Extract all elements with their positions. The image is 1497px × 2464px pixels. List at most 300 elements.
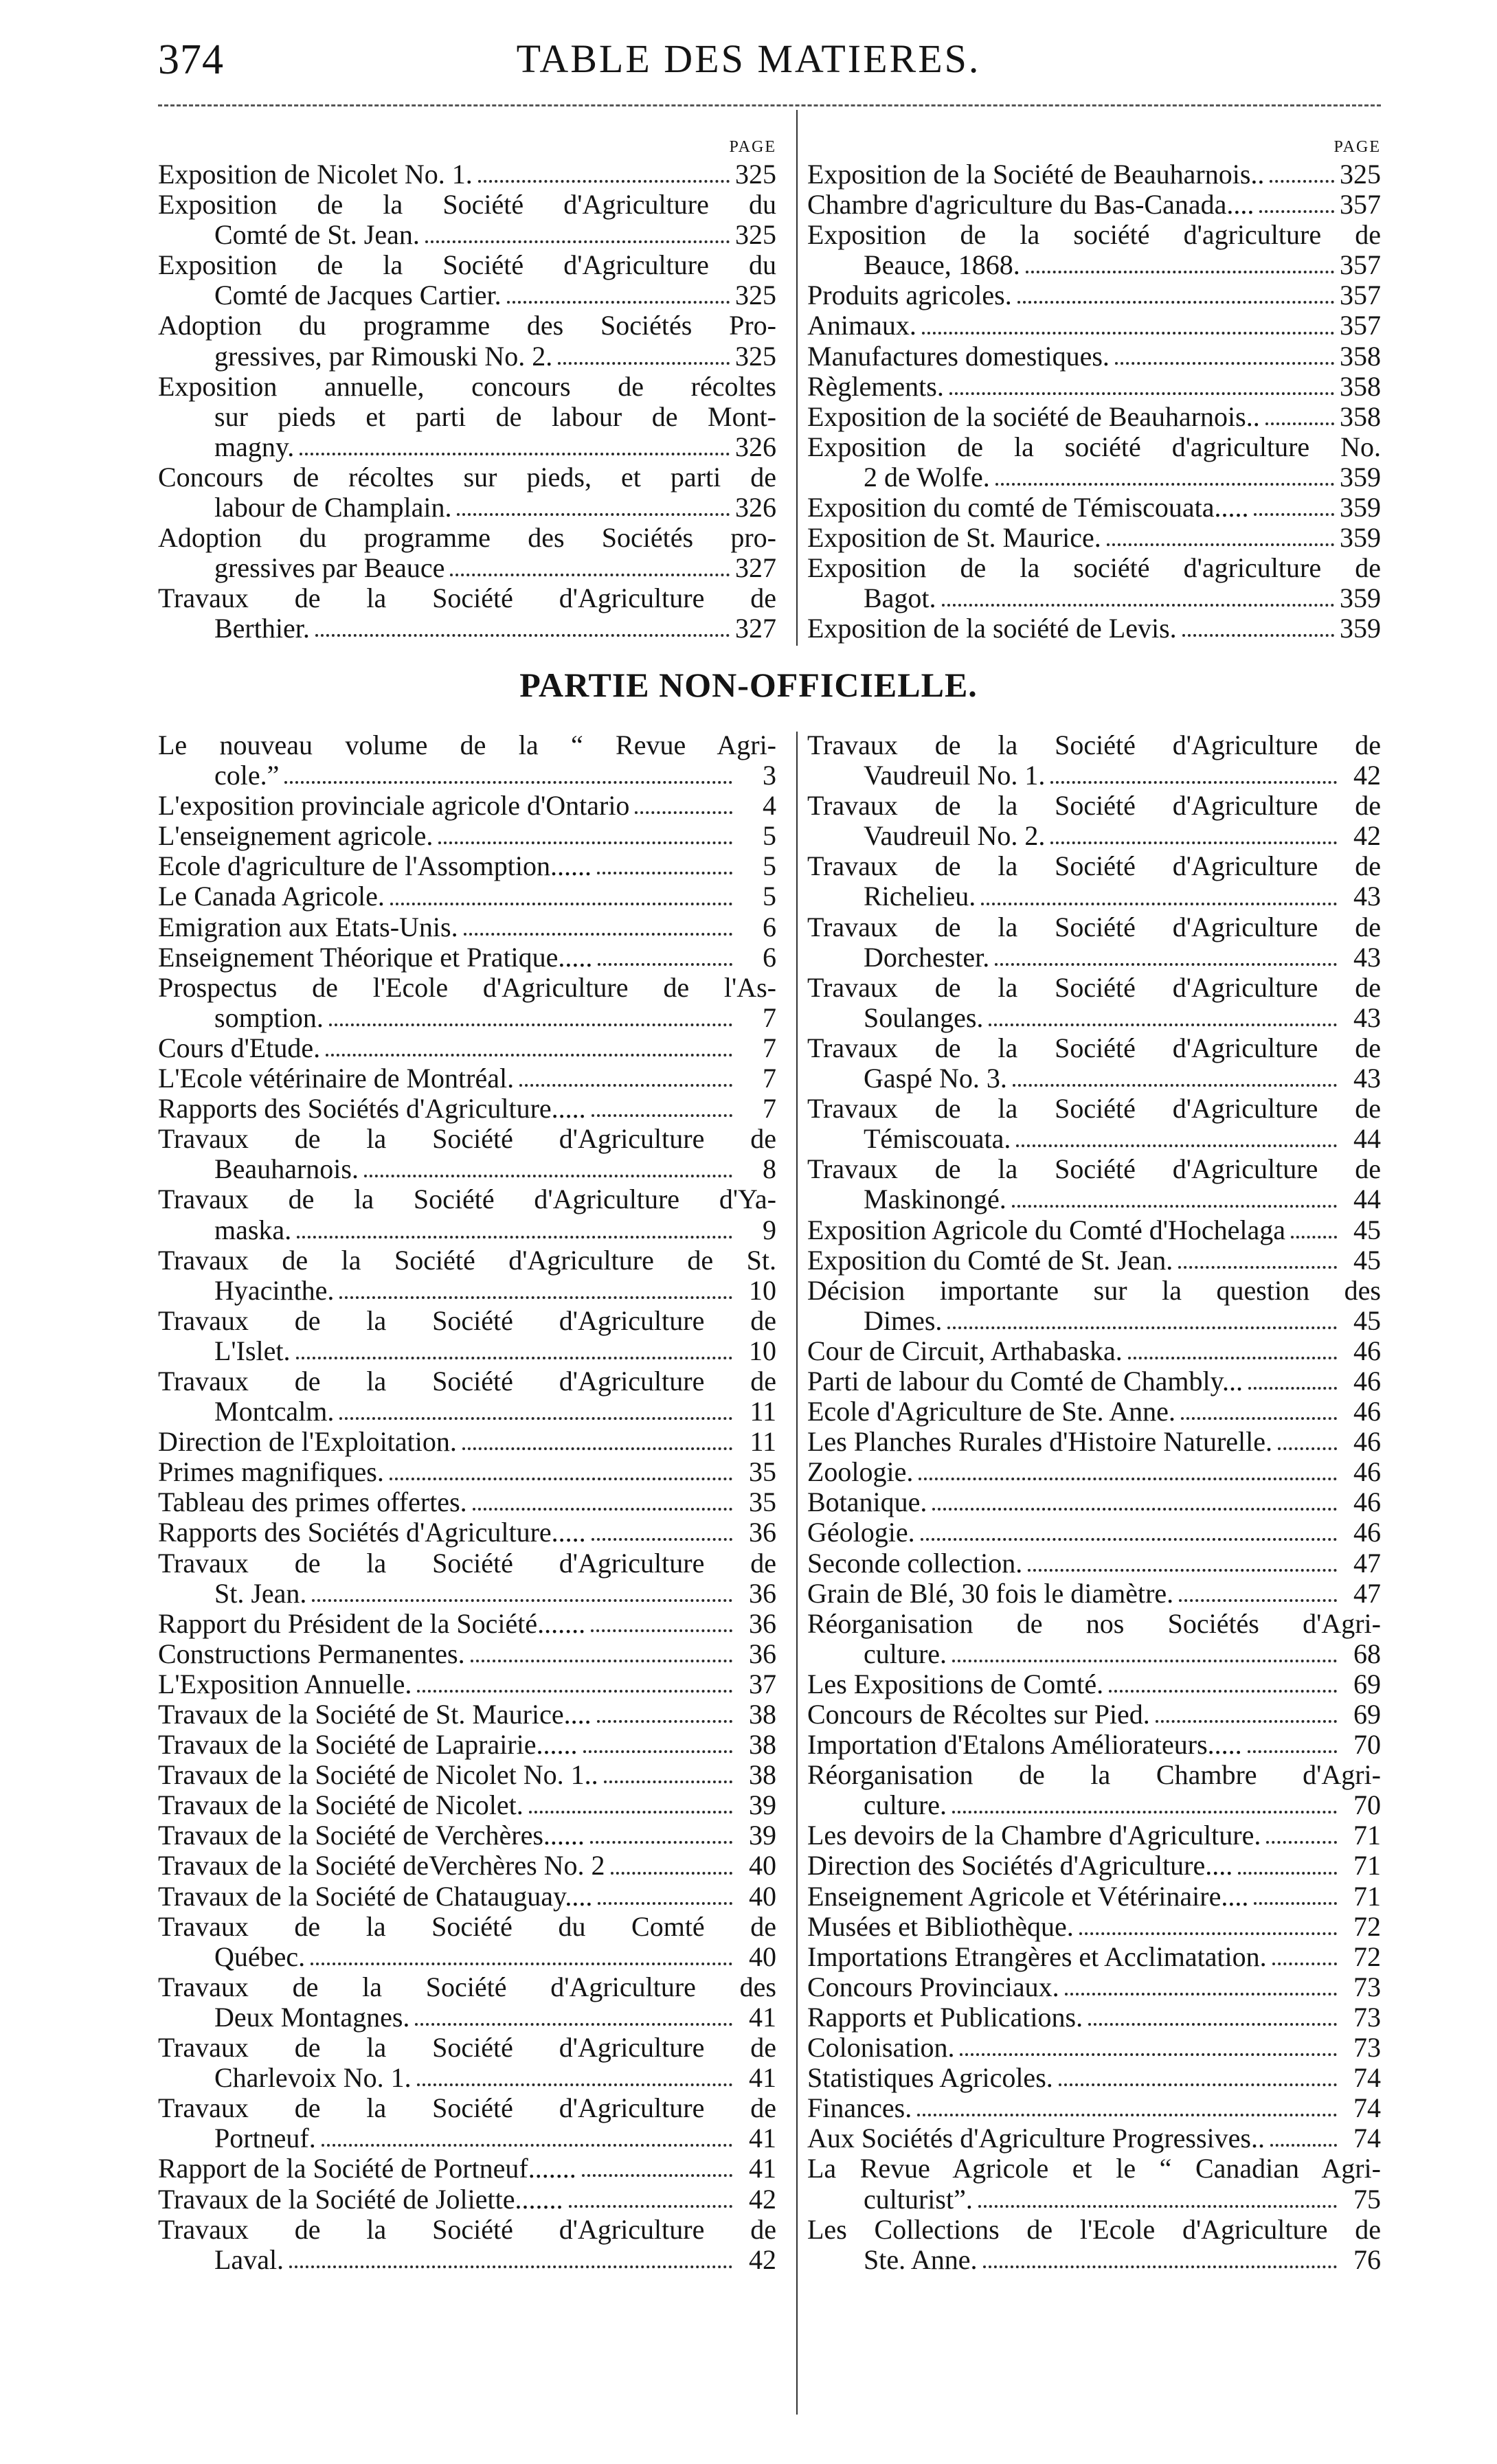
toc-entry-page: 46 — [1353, 1426, 1381, 1458]
toc-entry-line — [158, 1366, 776, 1397]
toc-entry-title: Travaux de la Société de Nicolet. — [158, 1790, 524, 1821]
toc-entry-last-line — [158, 821, 776, 851]
toc-entry-title: Travaux de la Société d'Agriculture de — [158, 1123, 776, 1155]
toc-entry-page: 5 — [763, 881, 776, 912]
toc-entry-last-line — [807, 2093, 1381, 2123]
dot-leader — [569, 2205, 733, 2208]
toc-entry — [807, 1942, 1381, 1972]
toc-entry-page: 69 — [1353, 1699, 1381, 1730]
dot-leader — [981, 903, 1337, 905]
dot-leader — [1238, 1872, 1337, 1875]
toc-entry-page: 358 — [1340, 370, 1381, 402]
toc-entry-last-line — [158, 2184, 776, 2215]
toc-entry-title: Travaux de la Société de Joliette....... — [158, 2184, 563, 2215]
toc-entry — [807, 280, 1381, 310]
toc-entry-page: 35 — [749, 1456, 776, 1488]
toc-entry-line — [158, 1548, 776, 1579]
dot-leader — [1182, 634, 1334, 637]
toc-entry-last-line — [158, 159, 776, 190]
toc-entry-title: Animaux. — [807, 310, 916, 341]
toc-entry-last-line — [158, 613, 776, 644]
toc-entry — [158, 1760, 776, 1790]
toc-entry — [807, 791, 1381, 851]
toc-entry-title: Prospectus de l'Ecole d'Agriculture de l'As- — [158, 971, 776, 1003]
toc-entry-page: 357 — [1340, 189, 1381, 221]
toc-entry-page: 37 — [749, 1668, 776, 1699]
toc-entry-title: gressives, par Rimouski No. 2. — [214, 341, 553, 372]
toc-entry-line — [158, 372, 776, 402]
toc-entry-page: 327 — [735, 552, 776, 584]
toc-entry-page: 359 — [1340, 492, 1381, 523]
toc-entry-title: Travaux de la Société d'Agriculture de — [158, 2213, 776, 2245]
toc-entry — [158, 523, 776, 583]
toc-entry-title: Le Canada Agricole. — [158, 881, 385, 912]
toc-entry-last-line — [807, 1699, 1381, 1730]
toc-entry-title: Travaux de la Société de Chatauguay.... — [158, 1881, 593, 1912]
toc-entry-page: 7 — [763, 1032, 776, 1063]
toc-entry-title: Travaux de la Société d'Agriculture des — [158, 1971, 776, 2002]
toc-entry-last-line — [807, 821, 1381, 851]
toc-entry — [807, 2154, 1381, 2214]
toc-entry-last-line — [807, 2063, 1381, 2093]
toc-entry — [158, 1912, 776, 1972]
toc-entry-last-line — [807, 310, 1381, 341]
dot-leader — [289, 2265, 732, 2268]
toc-entry-last-line — [158, 851, 776, 881]
toc-entry-page: 70 — [1353, 1789, 1381, 1821]
toc-entry-title: Exposition de la société d'agriculture de — [807, 219, 1381, 251]
toc-entry-title: Cours d'Etude. — [158, 1032, 321, 1063]
toc-entry-page: 38 — [749, 1759, 776, 1791]
toc-entry-line — [158, 1184, 776, 1214]
toc-entry-title: gressives par Beauce — [214, 553, 445, 584]
toc-entry-page: 45 — [1353, 1304, 1381, 1336]
toc-entry — [158, 1094, 776, 1124]
dot-leader — [315, 634, 730, 637]
toc-entry-title: Travaux de la Société deVerchères No. 2 — [158, 1851, 605, 1881]
toc-entry-page: 6 — [763, 911, 776, 942]
toc-entry-page: 3 — [763, 760, 776, 791]
toc-entry-last-line — [158, 1639, 776, 1669]
toc-entry-title: L'enseignement agricole. — [158, 821, 434, 852]
toc-entry — [807, 1517, 1381, 1548]
toc-entry-title: Enseignement Théorique et Pratique..... — [158, 942, 593, 973]
toc-list — [158, 159, 776, 644]
toc-entry-line — [158, 1124, 776, 1154]
toc-entry-last-line — [807, 1942, 1381, 1972]
toc-entry-last-line — [807, 1851, 1381, 1881]
toc-entry-title: Travaux de la Société d'Agriculture de — [807, 1153, 1381, 1185]
toc-entry-line — [807, 730, 1381, 760]
toc-entry — [158, 583, 776, 644]
toc-entry-line — [807, 851, 1381, 881]
toc-entry-title: Exposition de la Société d'Agriculture du — [158, 189, 776, 221]
toc-entry-title: Rapports des Sociétés d'Agriculture..... — [158, 1094, 586, 1124]
dot-leader — [1016, 1144, 1337, 1147]
toc-entry — [158, 462, 776, 523]
toc-entry-page: 7 — [763, 1093, 776, 1124]
toc-entry-page: 69 — [1353, 1668, 1381, 1699]
toc-entry-title: Réorganisation de la Chambre d'Agri- — [807, 1759, 1381, 1791]
toc-entry-last-line — [807, 1397, 1381, 1427]
dot-leader — [592, 1538, 732, 1541]
toc-top-left-column — [158, 129, 776, 644]
toc-entry-page: 42 — [1353, 760, 1381, 791]
toc-entry-page: 44 — [1353, 1123, 1381, 1155]
toc-entry-title: Exposition de St. Maurice. — [807, 523, 1101, 554]
toc-entry-last-line — [807, 1306, 1381, 1336]
toc-entry-last-line — [158, 1609, 776, 1639]
dot-leader — [597, 872, 732, 874]
toc-entry-title: Les Collections de l'Ecole d'Agriculture de — [807, 2213, 1381, 2245]
toc-entry — [807, 2093, 1381, 2123]
toc-entry-line — [158, 2093, 776, 2123]
toc-entry — [807, 341, 1381, 372]
toc-entry-title: maska. — [214, 1214, 292, 1245]
toc-entry-title: Rapport de la Société de Portneuf....... — [158, 2154, 576, 2184]
toc-entry-title: Deux Montagnes. — [214, 2002, 410, 2033]
dot-leader — [592, 1114, 732, 1117]
dot-leader — [1181, 1417, 1337, 1420]
toc-entry-title: Primes magnifiques. — [158, 1457, 384, 1488]
toc-entry-title: Produits agricoles. — [807, 280, 1012, 311]
toc-entry-title: Travaux de la Société d'Agriculture de — [807, 911, 1381, 942]
toc-entry-page: 11 — [750, 1426, 776, 1458]
dot-leader — [438, 841, 732, 844]
toc-entry-title: Exposition de la Société d'Agriculture du — [158, 249, 776, 281]
toc-entry-title: Concours de Récoltes sur Pied. — [807, 1699, 1150, 1730]
toc-entry — [158, 1820, 776, 1851]
dot-leader — [591, 1629, 732, 1632]
toc-entry-page: 36 — [749, 1517, 776, 1548]
toc-entry-title: Statistiques Agricoles. — [807, 2063, 1053, 2094]
toc-entry-last-line — [807, 1881, 1381, 1912]
toc-entry-last-line — [158, 2123, 776, 2154]
toc-entry-page: 358 — [1340, 340, 1381, 372]
toc-entry-last-line — [807, 2245, 1381, 2275]
toc-entry-line — [158, 2215, 776, 2245]
toc-entry — [807, 1457, 1381, 1487]
toc-entry-title: Musées et Bibliothèque. — [807, 1911, 1074, 1942]
dot-leader — [995, 963, 1337, 966]
dot-leader — [464, 933, 732, 936]
toc-entry-last-line — [807, 1548, 1381, 1579]
toc-entry — [807, 159, 1381, 190]
toc-entry-last-line — [807, 1124, 1381, 1154]
toc-entry-title: Ecole d'Agriculture de Ste. Anne. — [807, 1397, 1175, 1427]
toc-entry — [807, 493, 1381, 523]
toc-entry-page: 358 — [1340, 400, 1381, 432]
toc-entry-page: 75 — [1353, 2183, 1381, 2215]
toc-entry-title: Travaux de la Société d'Agriculture de — [807, 1093, 1381, 1124]
page-column-label: PAGE — [1333, 138, 1381, 156]
toc-entry — [158, 1972, 776, 2033]
toc-entry-title: Exposition de la société de Beauharnois.. — [807, 401, 1260, 432]
toc-entry — [158, 372, 776, 462]
toc-entry-last-line — [807, 523, 1381, 553]
toc-entry-title: Travaux de la Société d'Agriculture de — [807, 730, 1381, 760]
toc-entry-title: Travaux de la Société d'Agriculture de — [807, 850, 1381, 882]
toc-entry-page: 71 — [1353, 1880, 1381, 1912]
toc-entry-last-line — [807, 942, 1381, 973]
toc-entry — [807, 973, 1381, 1033]
toc-entry-page: 45 — [1353, 1244, 1381, 1276]
toc-entry-last-line — [807, 1215, 1381, 1245]
dot-leader — [932, 1508, 1337, 1511]
dot-leader — [995, 483, 1334, 486]
toc-entry-title: Comté de St. Jean. — [214, 220, 420, 251]
dot-leader — [978, 2205, 1337, 2208]
toc-entry — [807, 402, 1381, 432]
toc-entry — [807, 1033, 1381, 1094]
toc-entry-title: Les Planches Rurales d'Histoire Naturelle. — [807, 1427, 1273, 1458]
toc-entry — [807, 1397, 1381, 1427]
dot-leader — [415, 2023, 732, 2026]
toc-entry-last-line — [807, 1063, 1381, 1094]
toc-entry-last-line — [807, 250, 1381, 280]
toc-entry-title: Travaux de la Société d'Agriculture de — [158, 1304, 776, 1336]
toc-entry-last-line — [807, 760, 1381, 791]
toc-entry-last-line — [158, 1094, 776, 1124]
toc-bottom-left-column — [158, 730, 776, 2275]
toc-entry — [158, 159, 776, 190]
toc-entry-page: 71 — [1353, 1820, 1381, 1851]
toc-entry-page: 359 — [1340, 583, 1381, 614]
dot-leader — [917, 2114, 1337, 2116]
toc-entry-page: 327 — [735, 613, 776, 644]
toc-entry-title: culture. — [864, 1638, 947, 1669]
toc-entry-title: Travaux de la Société d'Agriculture de — [158, 2032, 776, 2064]
toc-entry-line — [158, 402, 776, 432]
toc-entry-last-line — [807, 2123, 1381, 2154]
toc-entry-last-line — [158, 1730, 776, 1760]
toc-entry — [807, 372, 1381, 402]
toc-entry-page: 6 — [763, 941, 776, 973]
dot-leader — [983, 2265, 1337, 2268]
toc-entry — [807, 1215, 1381, 1245]
toc-entry — [807, 190, 1381, 220]
toc-entry-title: Portneuf. — [214, 2123, 316, 2154]
toc-entry-title: Exposition de la Société de Beauharnois.. — [807, 159, 1265, 190]
toc-entry — [807, 1851, 1381, 1881]
toc-entry — [807, 1760, 1381, 1820]
toc-entry-title: Grain de Blé, 30 fois le diamètre. — [807, 1578, 1174, 1609]
dot-leader — [507, 301, 730, 304]
toc-entry-title: Aux Sociétés d'Agriculture Progressives.. — [807, 2123, 1265, 2154]
dot-leader — [635, 811, 732, 814]
toc-entry-title: Soulanges. — [864, 1002, 984, 1033]
toc-entry-title: Travaux de la Société du Comté de — [158, 1910, 776, 1942]
toc-entry-last-line — [158, 2063, 776, 2093]
toc-entry-title: Vaudreuil No. 2. — [864, 821, 1046, 852]
toc-top-right-column — [807, 129, 1381, 644]
toc-entry-last-line — [807, 1639, 1381, 1669]
toc-entry-last-line — [807, 1669, 1381, 1699]
dot-leader — [922, 332, 1334, 335]
toc-entry-title: Décision importante sur la question des — [807, 1274, 1381, 1306]
toc-entry-title: Constructions Permanentes. — [158, 1638, 465, 1669]
toc-entry-last-line — [158, 553, 776, 583]
toc-entry-title: Rapport du Président de la Société....... — [158, 1608, 586, 1639]
dot-leader — [1115, 362, 1334, 365]
dot-leader — [1248, 1750, 1337, 1753]
toc-entry-last-line — [158, 341, 776, 372]
toc-entry — [807, 523, 1381, 553]
dot-leader — [1156, 1720, 1337, 1723]
toc-entry-page: 41 — [749, 2062, 776, 2094]
toc-entry-page: 10 — [749, 1274, 776, 1306]
toc-entry-page: 35 — [749, 1487, 776, 1518]
dot-leader — [519, 1084, 732, 1087]
toc-entry-last-line — [158, 493, 776, 523]
toc-entry-page: 46 — [1353, 1456, 1381, 1488]
toc-entry-last-line — [158, 1063, 776, 1094]
toc-entry — [807, 1820, 1381, 1851]
toc-entry-last-line — [807, 1003, 1381, 1033]
toc-entry — [807, 2063, 1381, 2093]
toc-entry-last-line — [807, 493, 1381, 523]
dot-leader — [326, 1054, 732, 1056]
toc-entry-page: 42 — [749, 2183, 776, 2215]
toc-entry-page: 36 — [749, 1607, 776, 1639]
toc-entry-line — [158, 523, 776, 553]
dot-leader — [597, 1720, 732, 1723]
toc-entry-page: 4 — [763, 790, 776, 822]
toc-entry-last-line — [158, 1215, 776, 1245]
toc-entry — [807, 220, 1381, 280]
toc-entry-last-line — [807, 462, 1381, 493]
toc-entry-page: 9 — [763, 1214, 776, 1245]
dot-leader — [1270, 2144, 1337, 2147]
toc-entry — [158, 973, 776, 1033]
dot-leader — [478, 180, 730, 183]
toc-entry-title: La Revue Agricole et le “ Canadian Agri- — [807, 2153, 1381, 2184]
dot-leader — [583, 1750, 732, 1753]
toc-entry-page: 46 — [1353, 1517, 1381, 1548]
toc-entry — [158, 1245, 776, 1306]
toc-entry — [807, 2002, 1381, 2033]
toc-entry-page: 42 — [1353, 820, 1381, 852]
dot-leader — [312, 1599, 732, 1602]
toc-entry-last-line — [158, 1154, 776, 1184]
dot-leader — [1026, 271, 1334, 273]
toc-entry — [807, 2123, 1381, 2154]
dot-leader — [989, 1024, 1337, 1026]
toc-entry-title: Dimes. — [864, 1305, 943, 1336]
toc-entry — [158, 1669, 776, 1699]
toc-entry-title: Travaux de la Société d'Agriculture de — [158, 1365, 776, 1397]
dot-leader — [604, 1781, 732, 1783]
toc-entry-last-line — [158, 942, 776, 973]
toc-entry-title: Manufactures domestiques. — [807, 341, 1110, 372]
toc-entry-title: Exposition de la société d'agriculture No. — [807, 431, 1381, 462]
toc-entry-page: 359 — [1340, 613, 1381, 644]
toc-entry — [158, 1548, 776, 1609]
toc-entry-title: Botanique. — [807, 1487, 927, 1518]
toc-entry-last-line — [807, 1820, 1381, 1851]
toc-entry-line — [158, 730, 776, 760]
toc-entry-page: 5 — [763, 820, 776, 852]
toc-entry — [158, 1487, 776, 1517]
toc-entry-line — [807, 1033, 1381, 1063]
dot-leader — [1088, 2023, 1337, 2026]
toc-entry-page: 68 — [1353, 1638, 1381, 1669]
dot-leader — [297, 1236, 732, 1239]
toc-entry-page: 74 — [1353, 2062, 1381, 2094]
toc-entry-title: Hyacinthe. — [214, 1275, 335, 1306]
toc-entry — [158, 190, 776, 250]
toc-entry-title: Zoologie. — [807, 1457, 914, 1488]
page-column-label: PAGE — [729, 138, 776, 156]
toc-entry-page: 43 — [1353, 941, 1381, 973]
toc-entry-line — [158, 310, 776, 341]
toc-entry — [807, 432, 1381, 493]
toc-entry-page: 36 — [749, 1577, 776, 1609]
dot-leader — [1065, 1993, 1337, 1996]
toc-entry-last-line — [807, 2002, 1381, 2033]
toc-entry — [807, 1669, 1381, 1699]
toc-entry-last-line — [158, 912, 776, 942]
toc-entry-title: Charlevoix No. 1. — [214, 2063, 412, 2094]
toc-entry-last-line — [158, 791, 776, 821]
dot-leader — [1254, 513, 1334, 516]
toc-entry-line — [158, 250, 776, 280]
dot-leader — [1107, 543, 1334, 546]
toc-entry — [158, 2184, 776, 2215]
toc-entry-title: Travaux de la Société d'Agriculture de — [158, 2092, 776, 2124]
toc-entry-last-line — [158, 1790, 776, 1820]
toc-entry-title: L'Ecole vétérinaire de Montréal. — [158, 1063, 515, 1094]
toc-entry — [807, 1245, 1381, 1276]
toc-entry — [158, 1790, 776, 1820]
column-divider-bottom — [796, 732, 798, 2415]
toc-entry-last-line — [158, 1669, 776, 1699]
toc-entry-title: Exposition de Nicolet No. 1. — [158, 159, 473, 190]
dot-leader — [1079, 1932, 1337, 1935]
toc-entry-last-line — [807, 1912, 1381, 1942]
toc-entry — [807, 1548, 1381, 1579]
toc-bottom-right-column — [807, 730, 1381, 2275]
toc-entry-page: 73 — [1353, 2032, 1381, 2064]
toc-entry-line — [807, 1760, 1381, 1790]
toc-entry-title: Travaux de la Société de Laprairie...... — [158, 1730, 578, 1761]
toc-entry-title: somption. — [214, 1002, 324, 1033]
dot-leader — [590, 1841, 732, 1844]
toc-entry-page: 74 — [1353, 2123, 1381, 2154]
toc-entry-title: cole.” — [214, 760, 280, 791]
toc-entry-page: 39 — [749, 1789, 776, 1821]
toc-entry-title: Témiscouata. — [864, 1124, 1011, 1155]
toc-entry-line — [807, 1609, 1381, 1639]
toc-entry — [158, 1306, 776, 1366]
toc-entry-title: culturist”. — [864, 2184, 973, 2215]
toc-entry-page: 325 — [735, 280, 776, 311]
toc-entry — [158, 1457, 776, 1487]
toc-entry-last-line — [807, 1427, 1381, 1457]
toc-entry-title: Travaux de la Société d'Agriculture de — [158, 583, 776, 614]
toc-entry-line — [807, 912, 1381, 942]
dot-leader — [921, 1538, 1337, 1541]
toc-entry — [807, 2215, 1381, 2275]
toc-entry — [158, 1639, 776, 1669]
dot-leader — [1013, 1084, 1337, 1087]
toc-entry-title: Les Expositions de Comté. — [807, 1669, 1104, 1699]
dot-leader — [296, 1357, 732, 1359]
toc-list — [807, 159, 1381, 644]
dot-leader — [1050, 781, 1337, 784]
toc-entry-page: 8 — [763, 1153, 776, 1185]
toc-entry-page: 325 — [735, 340, 776, 372]
